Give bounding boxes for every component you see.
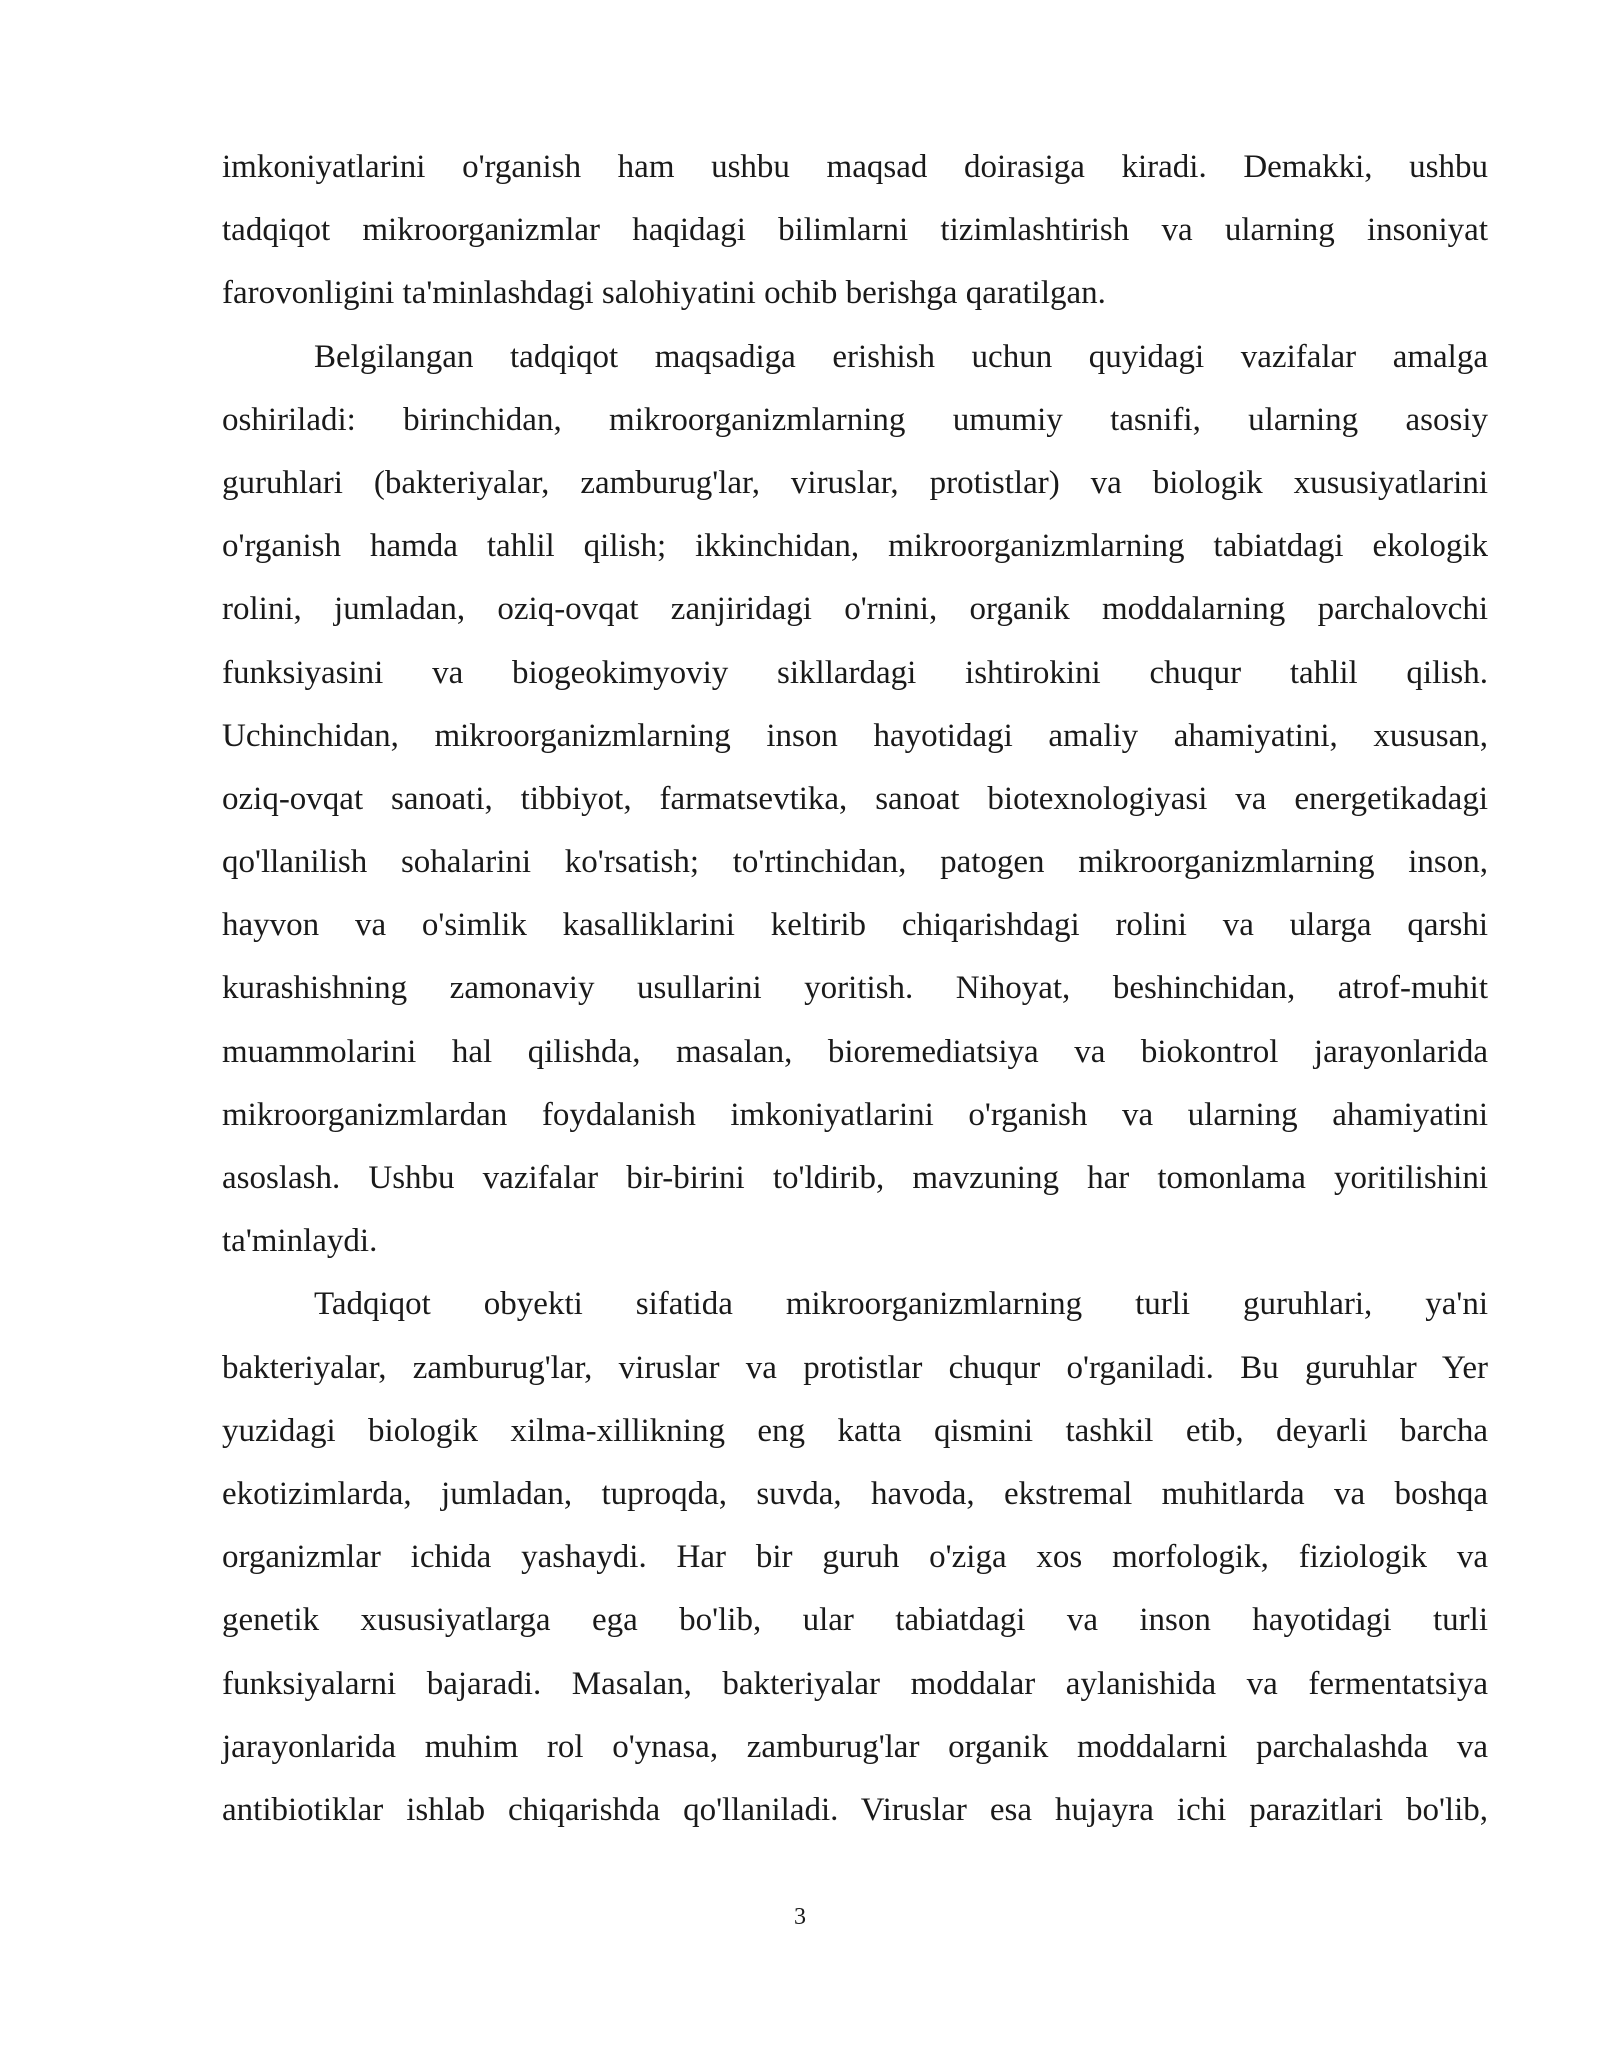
page-number: 3 — [794, 1904, 806, 1930]
text-line: jarayonlarida muhim rol o'ynasa, zamburug'lar organik moddalarni parchalashda va — [222, 1728, 1488, 1765]
text-line: Tadqiqot obyekti sifatida mikroorganizmlarning turli guruhlari, ya'ni — [314, 1286, 1488, 1323]
text-line: oshiriladi: birinchidan, mikroorganizmlarning umumiy tasnifi, ularning asosiy — [222, 401, 1488, 438]
text-line: farovonligini ta'minlashdagi salohiyatini ochib berishga qaratilgan. — [222, 275, 1106, 312]
text-line: tadqiqot mikroorganizmlar haqidagi bilimlarni tizimlashtirish va ularning insoniyat — [222, 212, 1488, 249]
text-line: Uchinchidan, mikroorganizmlarning inson hayotidagi amaliy ahamiyatini, xususan, — [222, 717, 1488, 754]
text-line: asoslash. Ushbu vazifalar bir-birini to'ldirib, mavzuning har tomonlama yoritilishini — [222, 1160, 1488, 1196]
text-line: mikroorganizmlardan foydalanish imkoniyatlarini o'rganish va ularning ahamiyatini — [222, 1096, 1488, 1133]
text-line: yuzidagi biologik xilma-xillikning eng katta qismini tashkil etib, deyarli barcha — [222, 1412, 1488, 1449]
text-line: guruhlari (bakteriyalar, zamburug'lar, viruslar, protistlar) va biologik xususiyatlarini — [222, 464, 1488, 501]
text-line: ekotizimlarda, jumladan, tuproqda, suvda, havoda, ekstremal muhitlarda va boshqa — [222, 1475, 1488, 1512]
text-line: funksiyalarni bajaradi. Masalan, bakteriyalar moddalar aylanishida va fermentatsiya — [222, 1665, 1488, 1702]
text-line: funksiyasini va biogeokimyoviy sikllardagi ishtirokini chuqur tahlil qilish. — [222, 654, 1488, 691]
text-line: Belgilangan tadqiqot maqsadiga erishish uchun quyidagi vazifalar amalga — [314, 338, 1488, 375]
paragraph-2 — [222, 326, 1488, 1274]
text-line: kurashishning zamonaviy usullarini yoritish. Nihoyat, beshinchidan, atrof-muhit — [222, 970, 1488, 1007]
text-line: genetik xususiyatlarga ega bo'lib, ular tabiatdagi va inson hayotidagi turli — [222, 1602, 1488, 1639]
text-line: antibiotiklar ishlab chiqarishda qo'llaniladi. Viruslar esa hujayra ichi parazitlari bo'lib, — [222, 1791, 1488, 1828]
paragraph-3 — [222, 1273, 1488, 1842]
text-line: imkoniyatlarini o'rganish ham ushbu maqsad doirasiga kiradi. Demakki, ushbu — [222, 149, 1488, 185]
text-line: ta'minlaydi. — [222, 1223, 378, 1260]
text-line: o'rganish hamda tahlil qilish; ikkinchidan, mikroorganizmlarning tabiatdagi ekologik — [222, 528, 1488, 565]
text-line: bakteriyalar, zamburug'lar, viruslar va protistlar chuqur o'rganiladi. Bu guruhlar Yer — [222, 1349, 1488, 1386]
paragraph-1 — [222, 136, 1488, 326]
text-line: oziq-ovqat sanoati, tibbiyot, farmatsevtika, sanoat biotexnologiyasi va energetikadagi — [222, 780, 1488, 817]
text-line: hayvon va o'simlik kasalliklarini keltirib chiqarishdagi rolini va ularga qarshi — [222, 907, 1488, 944]
text-line: rolini, jumladan, oziq-ovqat zanjiridagi o'rnini, organik moddalarning parchalovchi — [222, 591, 1488, 628]
document-body — [222, 136, 1488, 1842]
text-line: qo'llanilish sohalarini ko'rsatish; to'rtinchidan, patogen mikroorganizmlarning inson, — [222, 844, 1488, 881]
text-line: muammolarini hal qilishda, masalan, bioremediatsiya va biokontrol jarayonlarida — [222, 1033, 1488, 1070]
text-line: organizmlar ichida yashaydi. Har bir guruh o'ziga xos morfologik, fiziologik va — [222, 1539, 1488, 1576]
